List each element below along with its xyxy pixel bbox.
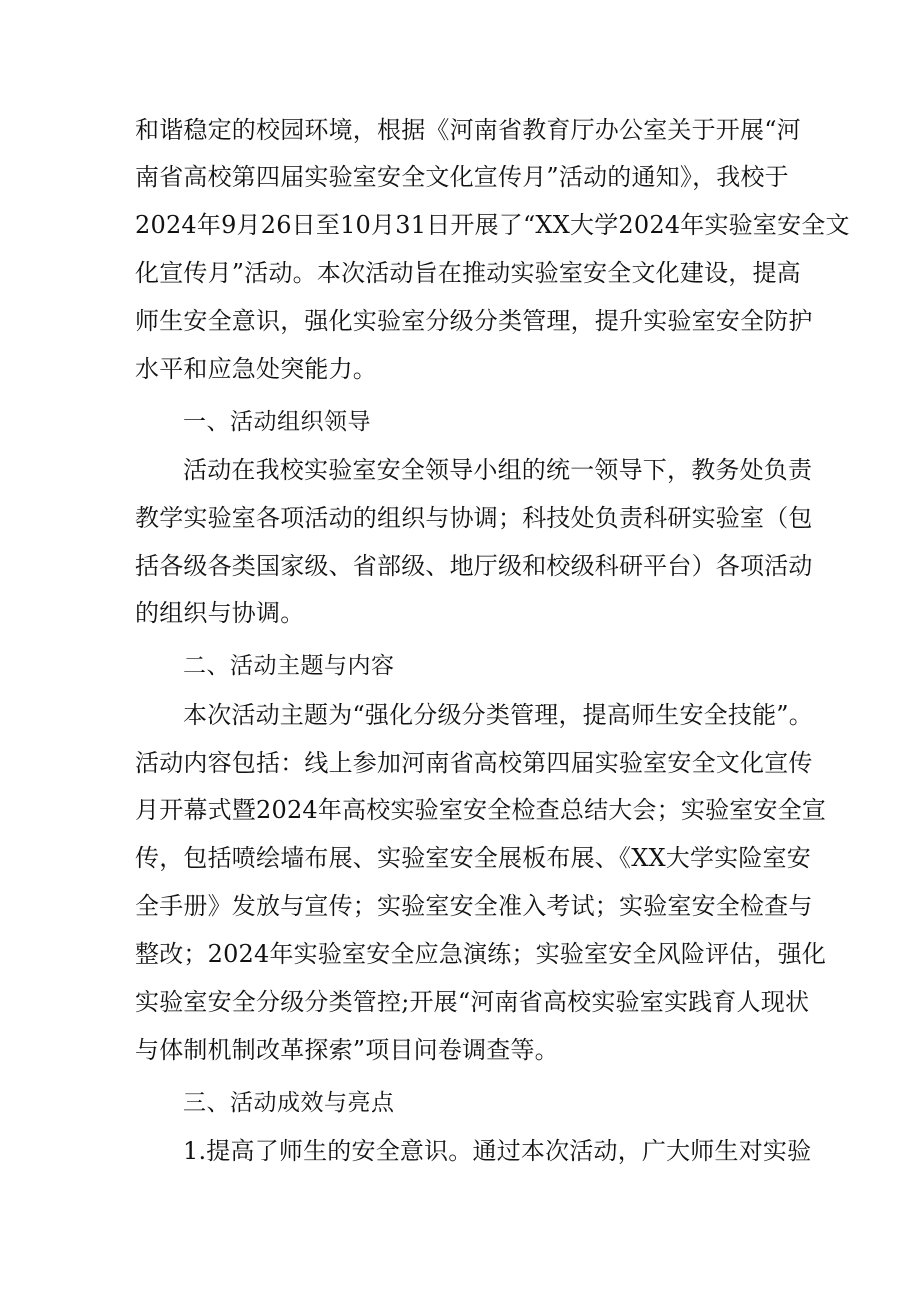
section-heading: 一、活动组织领导 xyxy=(183,409,371,435)
paragraph-line: 整改；2024年实验室安全应急演练；实验室安全风险评估，强化 xyxy=(135,940,827,968)
paragraph-line: 与体制机制改革探索”项目问卷调查等。 xyxy=(135,1036,559,1064)
section-heading: 二、活动主题与内容 xyxy=(183,653,395,679)
paragraph-line: 化宣传月”活动。本次活动旨在推动实验室安全文化建设，提高 xyxy=(135,259,801,287)
paragraph-line: 2024年9月26日至10月31日开展了“XX大学2024年实验室安全文 xyxy=(135,211,850,239)
section-heading: 三、活动成效与亮点 xyxy=(183,1090,395,1116)
paragraph-line: 实验室安全分级分类管控;开展“河南省高校实验室实践育人现状 xyxy=(135,988,810,1016)
paragraph-line: 括各级各类国家级、省部级、地厅级和校级科研平台）各项活动 xyxy=(135,552,813,580)
paragraph-line: 和谐稳定的校园环境，根据《河南省教育厅办公室关于开展“河 xyxy=(135,116,801,144)
paragraph-line: 水平和应急处突能力。 xyxy=(135,355,377,383)
paragraph-line: 月开幕式暨2024年高校实验室安全检查总结大会；实验室安全宣 xyxy=(135,796,827,824)
paragraph-line: 全手册》发放与宣传；实验室安全准入考试；实验室安全检查与 xyxy=(135,892,813,920)
paragraph-line: 的组织与协调。 xyxy=(135,599,305,627)
paragraph-line: 师生安全意识，强化实验室分级分类管理，提升实验室安全防护 xyxy=(135,307,813,335)
paragraph-line: 教学实验室各项活动的组织与协调；科技处负责科研实验室（包 xyxy=(135,504,813,532)
paragraph-line: 活动内容包括：线上参加河南省高校第四届实验室安全文化宣传 xyxy=(135,749,813,777)
paragraph-line: 南省高校第四届实验室安全文化宣传月”活动的通知》，我校于 xyxy=(135,163,789,191)
paragraph-line: 活动在我校实验室安全领导小组的统一领导下，教务处负责 xyxy=(183,456,813,484)
paragraph-line: 1.提高了师生的安全意识。通过本次活动，广大师生对实验 xyxy=(183,1137,812,1165)
paragraph-line: 本次活动主题为“强化分级分类管理，提高师生安全技能”。 xyxy=(183,701,813,729)
paragraph-line: 传，包括喷绘墙布展、实验室安全展板布展、《XX大学实险室安 xyxy=(135,844,811,872)
